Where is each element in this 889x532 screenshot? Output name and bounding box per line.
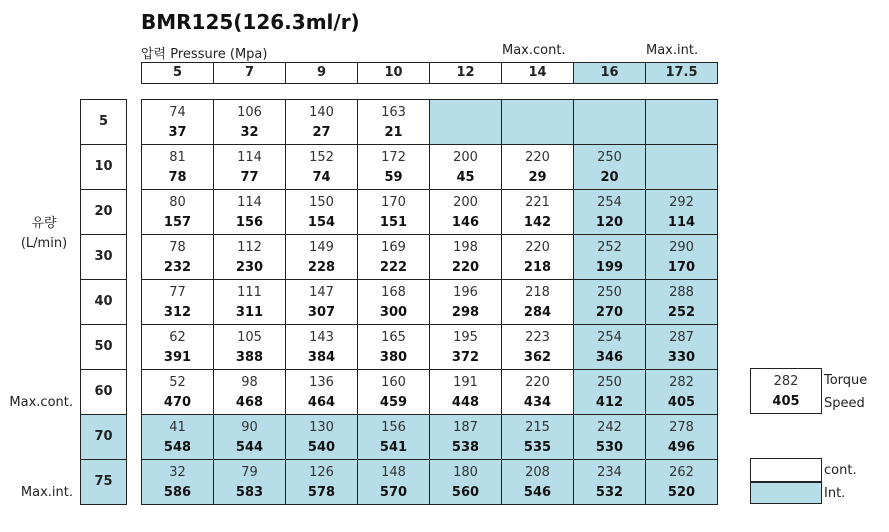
data-cell	[573, 234, 646, 280]
data-cell	[141, 324, 214, 370]
data-cell	[213, 324, 286, 370]
data-cell	[501, 324, 574, 370]
data-cell	[357, 189, 430, 235]
torque-value: 250	[597, 150, 622, 165]
torque-value: 252	[597, 240, 622, 255]
torque-value: 180	[453, 465, 478, 480]
data-cell	[141, 279, 214, 325]
torque-value: 163	[381, 105, 406, 120]
speed-value: 218	[523, 260, 552, 275]
speed-value: 142	[523, 215, 552, 230]
torque-value: 147	[309, 285, 334, 300]
legend-example-speed: 405	[772, 394, 800, 409]
torque-value: 168	[381, 285, 406, 300]
data-cell	[357, 99, 430, 145]
data-cell	[501, 414, 574, 460]
torque-value: 170	[381, 195, 406, 210]
legend-torque-label: Torque	[824, 373, 868, 388]
speed-value: 470	[163, 395, 192, 410]
speed-value: 520	[667, 485, 696, 500]
torque-value: 149	[309, 240, 334, 255]
speed-value: 448	[451, 395, 480, 410]
data-cell	[213, 144, 286, 190]
torque-value: 218	[525, 285, 550, 300]
speed-value: 391	[163, 350, 192, 365]
data-cell	[645, 414, 718, 460]
speed-value: 412	[595, 395, 624, 410]
legend-cont-label: cont.	[824, 463, 857, 478]
speed-value: 157	[163, 215, 192, 230]
data-cell	[501, 99, 574, 145]
data-cell	[285, 324, 358, 370]
pressure-header-cell: 9	[285, 62, 358, 84]
data-cell	[141, 99, 214, 145]
pressure-header-cell: 5	[141, 62, 214, 84]
speed-value: 405	[667, 395, 696, 410]
pressure-header-cell: 7	[213, 62, 286, 84]
speed-value: 307	[307, 305, 336, 320]
speed-value: 434	[523, 395, 552, 410]
data-cell	[285, 234, 358, 280]
torque-value: 150	[309, 195, 334, 210]
speed-value: 362	[523, 350, 552, 365]
flow-row-header: 60	[80, 369, 127, 415]
speed-value: 586	[163, 485, 192, 500]
speed-value: 546	[523, 485, 552, 500]
speed-value: 78	[168, 170, 187, 185]
pressure-header-cell: 10	[357, 62, 430, 84]
speed-value: 77	[240, 170, 259, 185]
speed-value: 156	[235, 215, 264, 230]
speed-value: 45	[456, 170, 475, 185]
torque-value: 90	[241, 420, 258, 435]
data-cell	[285, 414, 358, 460]
speed-value: 459	[379, 395, 408, 410]
flow-row-header: 10	[80, 144, 127, 190]
torque-value: 254	[597, 330, 622, 345]
torque-value: 198	[453, 240, 478, 255]
torque-value: 195	[453, 330, 478, 345]
speed-value: 20	[600, 170, 619, 185]
speed-value: 384	[307, 350, 336, 365]
data-cell	[213, 99, 286, 145]
speed-value: 380	[379, 350, 408, 365]
speed-value: 170	[667, 260, 696, 275]
torque-value: 106	[237, 105, 262, 120]
torque-value: 187	[453, 420, 478, 435]
torque-value: 278	[669, 420, 694, 435]
data-cell	[645, 99, 718, 145]
speed-value: 300	[379, 305, 408, 320]
speed-value: 32	[240, 125, 259, 140]
data-cell	[285, 369, 358, 415]
speed-value: 312	[163, 305, 192, 320]
torque-value: 287	[669, 330, 694, 345]
speed-value: 270	[595, 305, 624, 320]
data-cell	[501, 369, 574, 415]
speed-value: 372	[451, 350, 480, 365]
torque-value: 52	[169, 375, 186, 390]
row-side-label: Max.int.	[20, 485, 73, 500]
torque-value: 156	[381, 420, 406, 435]
pressure-header-cell: 14	[501, 62, 574, 84]
speed-value: 532	[595, 485, 624, 500]
torque-value: 130	[309, 420, 334, 435]
row-side-label: Max.cont.	[9, 395, 73, 410]
torque-value: 169	[381, 240, 406, 255]
data-cell	[141, 414, 214, 460]
speed-value: 388	[235, 350, 264, 365]
torque-value: 32	[169, 465, 186, 480]
data-cell	[645, 459, 718, 505]
flow-row-header: 50	[80, 324, 127, 370]
torque-value: 196	[453, 285, 478, 300]
flow-label-korean: 유량	[31, 216, 57, 231]
max-int-header-label: Max.int.	[646, 43, 699, 58]
speed-value: 530	[595, 440, 624, 455]
data-cell	[285, 459, 358, 505]
data-cell	[645, 234, 718, 280]
speed-value: 284	[523, 305, 552, 320]
speed-value: 146	[451, 215, 480, 230]
torque-value: 242	[597, 420, 622, 435]
legend-speed-label: Speed	[824, 396, 865, 411]
torque-value: 254	[597, 195, 622, 210]
data-cell	[501, 459, 574, 505]
torque-value: 220	[525, 150, 550, 165]
data-cell	[501, 144, 574, 190]
torque-value: 78	[169, 240, 186, 255]
torque-value: 221	[525, 195, 550, 210]
torque-value: 126	[309, 465, 334, 480]
data-cell	[645, 324, 718, 370]
data-cell	[429, 324, 502, 370]
torque-value: 250	[597, 285, 622, 300]
data-cell	[141, 144, 214, 190]
speed-value: 544	[235, 440, 264, 455]
torque-value: 292	[669, 195, 694, 210]
speed-value: 154	[307, 215, 336, 230]
data-cell	[573, 324, 646, 370]
torque-value: 111	[237, 285, 262, 300]
torque-value: 105	[237, 330, 262, 345]
legend-int-swatch	[750, 482, 822, 504]
speed-value: 578	[307, 485, 336, 500]
speed-value: 311	[235, 305, 264, 320]
legend-cont-swatch	[750, 458, 822, 482]
pressure-axis-label: 압력 Pressure (Mpa)	[141, 47, 268, 62]
torque-value: 262	[669, 465, 694, 480]
torque-value: 220	[525, 375, 550, 390]
data-cell	[357, 414, 430, 460]
speed-value: 37	[168, 125, 187, 140]
data-cell	[357, 324, 430, 370]
speed-value: 228	[307, 260, 336, 275]
data-cell	[429, 459, 502, 505]
speed-value: 468	[235, 395, 264, 410]
data-cell	[429, 144, 502, 190]
data-cell	[501, 234, 574, 280]
data-cell	[429, 414, 502, 460]
max-cont-header-label: Max.cont.	[502, 43, 566, 58]
speed-value: 74	[312, 170, 331, 185]
speed-value: 548	[163, 440, 192, 455]
torque-value: 77	[169, 285, 186, 300]
pressure-header-cell: 12	[429, 62, 502, 84]
speed-value: 538	[451, 440, 480, 455]
data-cell	[429, 234, 502, 280]
torque-value: 81	[169, 150, 186, 165]
data-cell	[429, 279, 502, 325]
data-cell	[357, 459, 430, 505]
torque-value: 98	[241, 375, 258, 390]
speed-value: 114	[667, 215, 696, 230]
torque-value: 152	[309, 150, 334, 165]
flow-label-unit: (L/min)	[20, 236, 68, 251]
torque-value: 41	[169, 420, 186, 435]
speed-value: 298	[451, 305, 480, 320]
data-cell	[357, 369, 430, 415]
speed-value: 220	[451, 260, 480, 275]
torque-value: 62	[169, 330, 186, 345]
speed-value: 252	[667, 305, 696, 320]
data-cell	[285, 279, 358, 325]
flow-row-header: 75	[80, 459, 127, 505]
speed-value: 199	[595, 260, 624, 275]
torque-value: 148	[381, 465, 406, 480]
speed-value: 496	[667, 440, 696, 455]
torque-value: 223	[525, 330, 550, 345]
flow-row-header: 40	[80, 279, 127, 325]
speed-value: 151	[379, 215, 408, 230]
torque-value: 80	[169, 195, 186, 210]
data-cell	[573, 189, 646, 235]
torque-value: 74	[169, 105, 186, 120]
flow-row-header: 5	[80, 99, 127, 145]
speed-value: 560	[451, 485, 480, 500]
speed-value: 120	[595, 215, 624, 230]
speed-value: 583	[235, 485, 264, 500]
flow-row-header: 20	[80, 189, 127, 235]
speed-value: 330	[667, 350, 696, 365]
data-cell	[573, 414, 646, 460]
speed-value: 540	[307, 440, 336, 455]
speed-value: 230	[235, 260, 264, 275]
data-cell	[285, 189, 358, 235]
torque-value: 114	[237, 195, 262, 210]
data-cell	[357, 234, 430, 280]
legend-example-torque: 282	[773, 374, 799, 389]
data-cell	[285, 144, 358, 190]
data-cell	[501, 189, 574, 235]
speed-value: 232	[163, 260, 192, 275]
data-cell	[357, 279, 430, 325]
data-cell	[573, 369, 646, 415]
torque-value: 140	[309, 105, 334, 120]
torque-value: 79	[241, 465, 258, 480]
data-cell	[213, 234, 286, 280]
speed-value: 27	[312, 125, 331, 140]
data-cell	[645, 144, 718, 190]
data-cell	[645, 279, 718, 325]
torque-value: 191	[453, 375, 478, 390]
data-cell	[213, 279, 286, 325]
data-cell	[213, 189, 286, 235]
legend-int-label: Int.	[824, 486, 846, 501]
chart-title: BMR125(126.3ml/r)	[141, 10, 360, 34]
data-cell	[213, 459, 286, 505]
data-cell	[429, 369, 502, 415]
data-cell	[573, 459, 646, 505]
speed-value: 570	[379, 485, 408, 500]
torque-value: 200	[453, 150, 478, 165]
speed-value: 21	[384, 125, 403, 140]
data-cell	[573, 279, 646, 325]
torque-value: 165	[381, 330, 406, 345]
flow-axis-label	[14, 214, 74, 254]
pressure-header-cell: 16	[573, 62, 646, 84]
torque-value: 200	[453, 195, 478, 210]
data-cell	[645, 369, 718, 415]
torque-value: 208	[525, 465, 550, 480]
torque-value: 172	[381, 150, 406, 165]
data-cell	[141, 369, 214, 415]
torque-value: 114	[237, 150, 262, 165]
speed-value: 464	[307, 395, 336, 410]
flow-row-header: 70	[80, 414, 127, 460]
legend-example-cell	[750, 368, 822, 414]
torque-value: 234	[597, 465, 622, 480]
torque-value: 220	[525, 240, 550, 255]
speed-value: 222	[379, 260, 408, 275]
data-cell	[573, 99, 646, 145]
speed-value: 59	[384, 170, 403, 185]
data-cell	[357, 144, 430, 190]
torque-value: 288	[669, 285, 694, 300]
data-cell	[213, 414, 286, 460]
speed-value: 541	[379, 440, 408, 455]
data-cell	[285, 99, 358, 145]
data-cell	[213, 369, 286, 415]
torque-value: 290	[669, 240, 694, 255]
pressure-header-cell: 17.5	[645, 62, 718, 84]
data-cell	[429, 99, 502, 145]
speed-value: 535	[523, 440, 552, 455]
data-cell	[429, 189, 502, 235]
data-cell	[141, 459, 214, 505]
torque-value: 143	[309, 330, 334, 345]
torque-value: 282	[669, 375, 694, 390]
data-cell	[573, 144, 646, 190]
torque-value: 160	[381, 375, 406, 390]
torque-value: 112	[237, 240, 262, 255]
data-cell	[141, 189, 214, 235]
data-cell	[141, 234, 214, 280]
data-cell	[501, 279, 574, 325]
data-cell	[645, 189, 718, 235]
speed-value: 346	[595, 350, 624, 365]
flow-row-header: 30	[80, 234, 127, 280]
speed-value: 29	[528, 170, 547, 185]
torque-value: 250	[597, 375, 622, 390]
torque-value: 215	[525, 420, 550, 435]
torque-value: 136	[309, 375, 334, 390]
